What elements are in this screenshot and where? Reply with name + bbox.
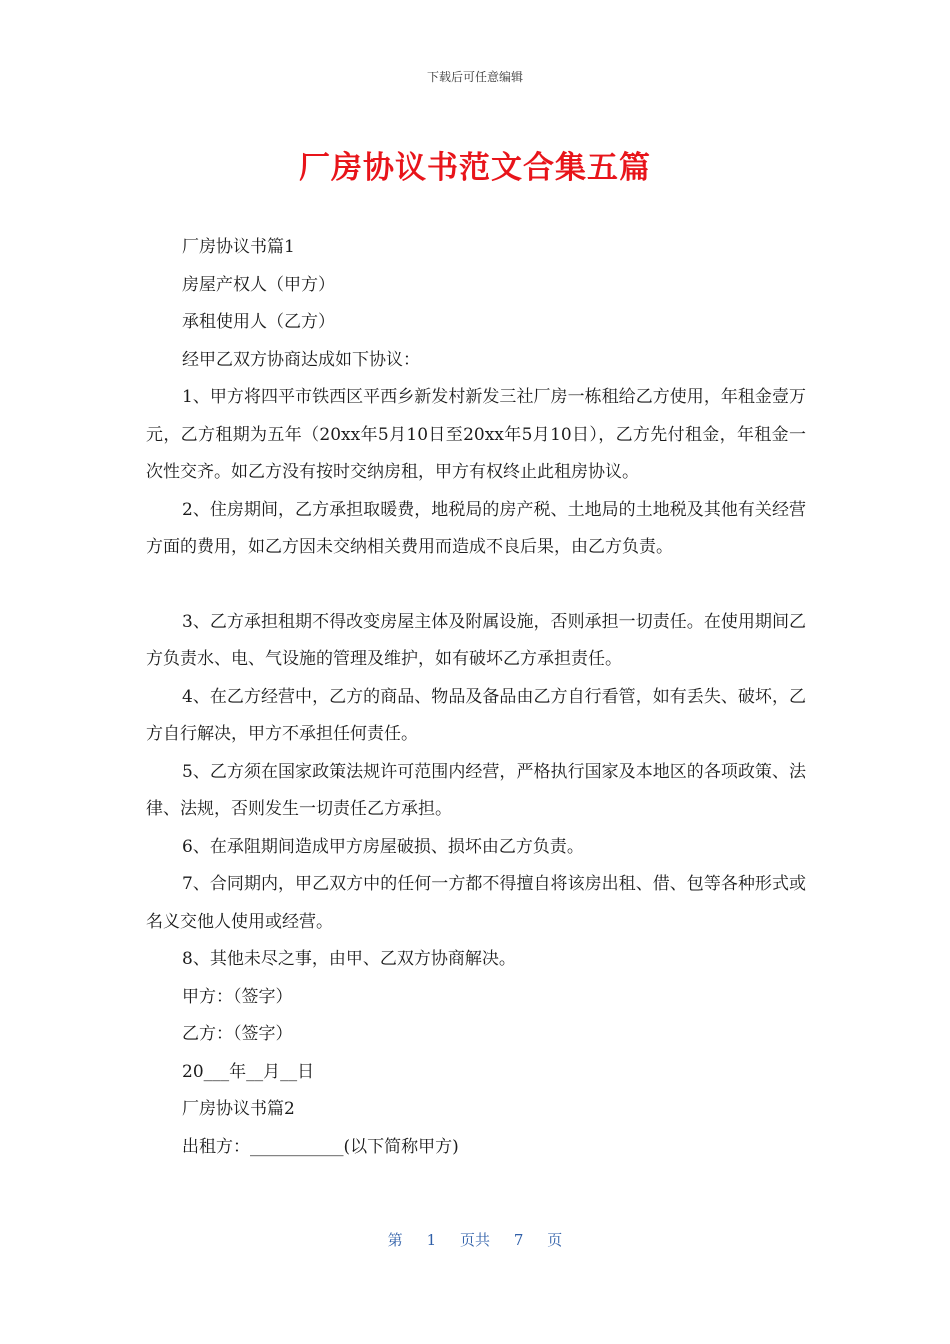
page-header-note: 下载后可任意编辑: [426, 70, 523, 84]
document-title: 厂房协议书范文合集五篇: [299, 150, 651, 186]
clause-1: 1、甲方将四平市铁西区平西乡新发村新发三社厂房一栋租给乙方使用，年租金壹万元，乙方租期为五年（20xx年5月10日至20xx年5月10日），乙方先付租金，年租金一次性交齐。如乙方没有按时交纳房租，甲方有权终止此租房协议。: [146, 387, 806, 482]
agreement-intro: 经甲乙双方协商达成如下协议：: [182, 349, 420, 370]
footer-label-page: 第: [387, 1231, 403, 1249]
section-heading-2: 厂房协议书篇2: [182, 1099, 295, 1119]
party-b-signature: 乙方：（签字）: [182, 1024, 293, 1044]
clause-2: 2、住房期间，乙方承担取暖费，地税局的房产税、土地局的土地税及其他有关经营方面的费用，如乙方因未交纳相关费用而造成不良后果，由乙方负责。: [146, 499, 806, 557]
clause-3: 3、乙方承担租期不得改变房屋主体及附属设施，否则承担一切责任。在使用期间乙方负责水、电、气设施的管理及维护，如有破坏乙方承担责任。: [146, 611, 806, 669]
clause-6: 6、在承阻期间造成甲方房屋破损、损坏由乙方负责。: [182, 836, 584, 857]
lessor-line: 出租方：___________(以下简称甲方): [182, 1136, 459, 1157]
clause-5: 5、乙方须在国家政策法规许可范围内经营，严格执行国家及本地区的各项政策、法律、法规，否则发生一切责任乙方承担。: [146, 761, 806, 819]
footer-current-page: 1: [426, 1231, 437, 1249]
footer-label-end: 页: [547, 1231, 563, 1249]
section-heading-1: 厂房协议书篇1: [182, 237, 295, 257]
clause-4: 4、在乙方经营中，乙方的商品、物品及备品由乙方自行看管，如有丢失、破坏，乙方自行解决，甲方不承担任何责任。: [146, 686, 806, 744]
footer-total-pages: 7: [513, 1231, 524, 1249]
clause-7: 7、合同期内，甲乙双方中的任何一方都不得擅自将该房出租、借、包等各种形式或名义交他人使用或经营。: [146, 874, 806, 932]
signing-date: 20___年__月__日: [182, 1061, 315, 1082]
document-body: [146, 229, 806, 1166]
footer-label-total: 页共: [459, 1231, 490, 1249]
party-a-signature: 甲方：（签字）: [182, 986, 293, 1007]
page-footer: [0, 1229, 950, 1250]
party-b-line: 承租使用人（乙方）: [182, 312, 335, 332]
party-a-line: 房屋产权人（甲方）: [182, 274, 335, 295]
clause-8: 8、其他未尽之事，由甲、乙双方协商解决。: [182, 949, 516, 969]
